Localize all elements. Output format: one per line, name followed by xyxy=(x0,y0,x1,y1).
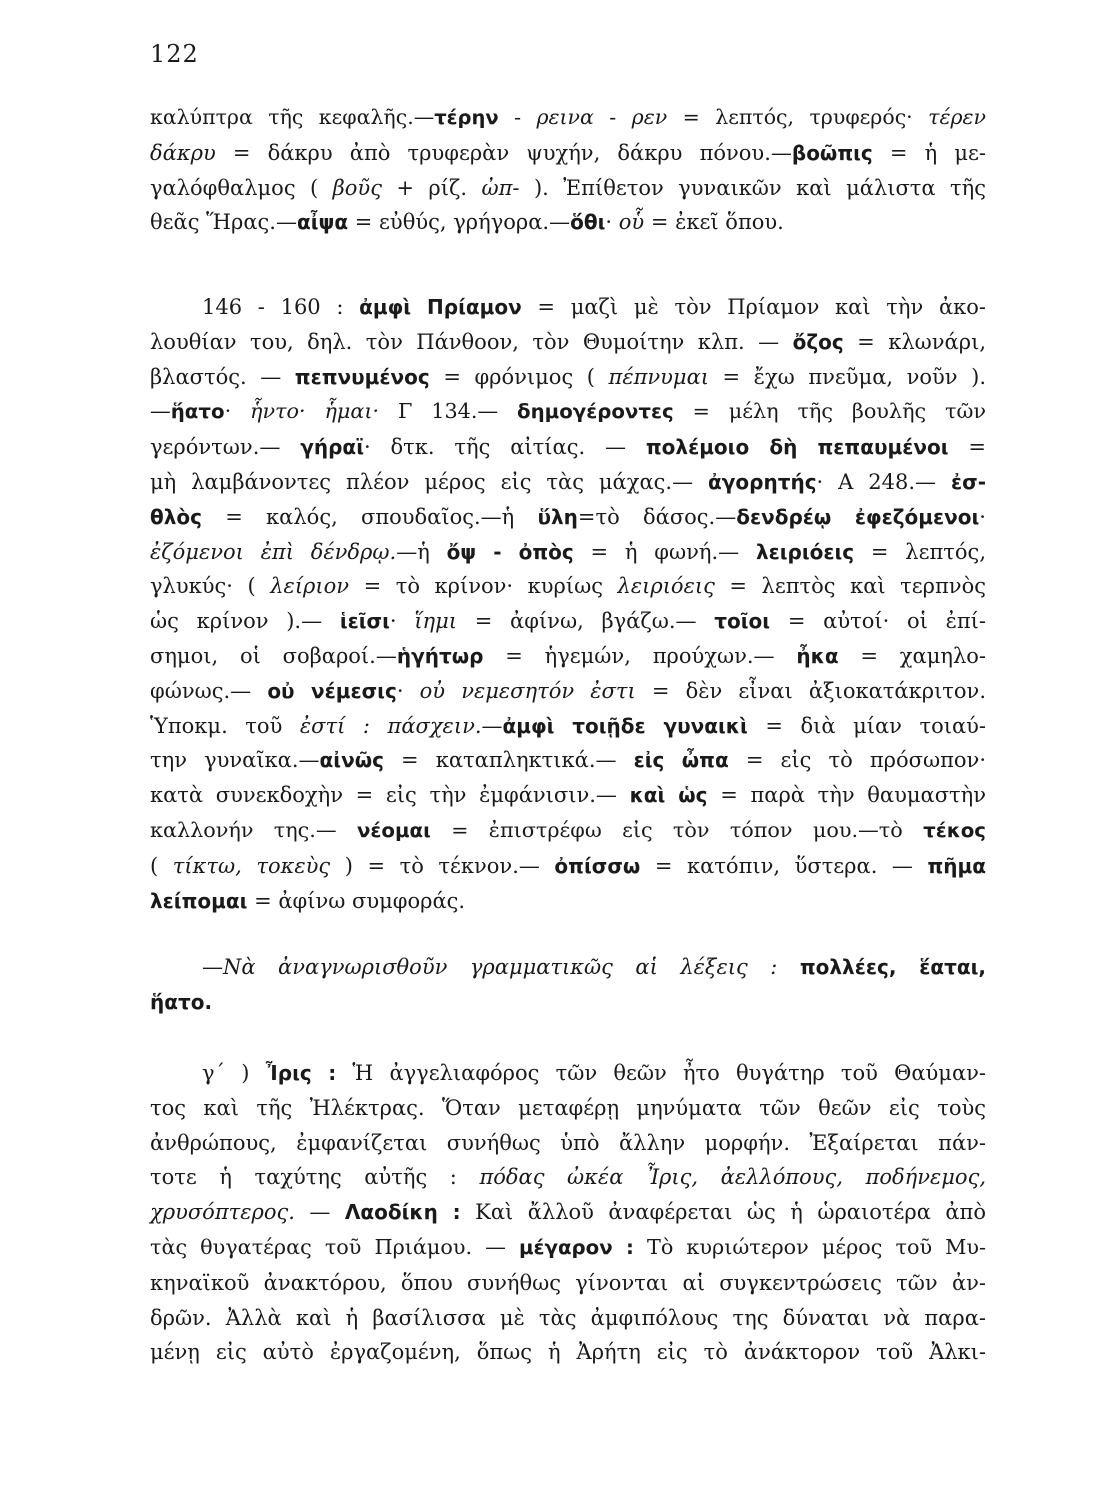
text-line: θλὸς = καλός, σπουδαῖος.—ἡ ὕλη=τὸ δάσος.—δενδρέῳ ἐφεζόμενοι· xyxy=(150,504,986,529)
text-line: —Νὰ ἀναγνωρισθοῦν γραμματικῶς αἱ λέξεις : πολλέες, ἕαται, xyxy=(202,955,986,979)
text-line: θεᾶς Ἥρας.—αἶψα = εὐθύς, γρήγορα.—ὅθι· οὗ = ἐκεῖ ὅπου. xyxy=(150,210,784,235)
text-line: —ἥατο· ἧντο· ἧμαι· Γ 134.— δημογέροντες = μέλη τῆς βουλῆς τῶν xyxy=(150,399,986,424)
text-line: σημοι, οἱ σοβαροί.—ἡγήτωρ = ἡγεμών, προύχων.— ἦκα = χαμηλο- xyxy=(150,643,986,668)
text-line: τὰς θυγατέρας τοῦ Πριάμου. — μέγαρον : Τὸ κυριώτερον μέρος τοῦ Μυ- xyxy=(150,1234,986,1259)
text-line: λείπομαι = ἀφίνω συμφοράς. xyxy=(150,888,466,913)
page-number: 122 xyxy=(150,40,199,68)
text-line: δάκρυ = δάκρυ ἀπὸ τρυφερὰν ψυχήν, δάκρυ πόνου.—βοῶπις = ἡ με- xyxy=(150,140,986,165)
text-line: κατὰ συνεκδοχὴν = εἰς τὴν ἐμφάνισιν.— καὶ ὡς = παρὰ τὴν θαυμαστὴν xyxy=(150,783,986,808)
paragraph-iris-laodike-megaron xyxy=(150,1056,986,1370)
text-line: την γυναῖκα.—αἰνῶς = καταπληκτικά.— εἰς ὦπα = εἰς τὸ πρόσωπον· xyxy=(150,748,986,773)
text-line: Ὑποκμ. τοῦ ἐστί : πάσχειν.—ἀμφὶ τοιῇδε γυναικὶ = διὰ μίαν τοιαύ- xyxy=(150,713,986,738)
text-line: 146 - 160 : ἀμφὶ Πρίαμον = μαζὶ μὲ τὸν Πρίαμον καὶ τὴν ἀκο- xyxy=(202,295,986,319)
text-line: τοτε ἡ ταχύτης αὐτῆς : πόδας ὠκέα Ἶρις, ἀελλόπους, ποδήνεμος, xyxy=(150,1165,986,1190)
text-line: μένῃ εἰς αὐτὸ ἐργαζομένη, ὅπως ἡ Ἀρήτη εἰς τὸ ἀνάκτορον τοῦ Ἀλκι- xyxy=(150,1340,986,1365)
paragraph-grammar-exercise xyxy=(150,950,986,1020)
paragraph-glossary-1 xyxy=(150,100,986,240)
text-line: καλλονήν της.— νέομαι = ἐπιστρέφω εἰς τὸν τόπον μου.—τὸ τέκος xyxy=(150,817,986,842)
text-line: χρυσόπτερος. — Λαοδίκη : Καὶ ἄλλοῦ ἀναφέρεται ὡς ἡ ὡραιοτέρα ἀπὸ xyxy=(150,1200,986,1225)
text-line: βλαστός. — πεπνυμένος = φρόνιμος ( πέπνυμαι = ἔχω πνεῦμα, νοῦν ). xyxy=(150,364,986,389)
text-line: λουθίαν του, δηλ. τὸν Πάνθοον, τὸν Θυμοίτην κλπ. — ὄζος = κλωνάρι, xyxy=(150,329,986,354)
text-line: ἐζόμενοι ἐπὶ δένδρῳ.—ἡ ὄψ - ὀπὸς = ἡ φωνή.— λειριόεις = λεπτός, xyxy=(150,539,986,564)
text-line: δρῶν. Ἀλλὰ καὶ ἡ βασίλισσα μὲ τὰς ἀμφιπόλους της δύναται νὰ παρα- xyxy=(150,1305,986,1330)
text-line: ὡς κρίνον ).— ἱεῖσι· ἵημι = ἀφίνω, βγάζω.— τοῖοι = αὐτοί· οἱ ἐπί- xyxy=(150,609,986,634)
paragraph-verses-146-160 xyxy=(150,290,986,918)
text-line: φώνως.— οὐ νέμεσις· οὐ νεμεσητόν ἐστι = δὲν εἶναι ἀξιοκατάκριτον. xyxy=(150,678,986,703)
text-line: καλύπτρα τῆς κεφαλῆς.—τέρην - ρεινα - ρεν = λεπτός, τρυφερός· τέρεν xyxy=(150,105,986,129)
text-line: κηναϊκοῦ ἀνακτόρου, ὅπου συνήθως γίνονται αἱ συγκεντρώσεις τῶν ἀν- xyxy=(150,1270,986,1295)
text-line: γ΄ ) Ἶρις : Ἡ ἀγγελιαφόρος τῶν θεῶν ἦτο θυγάτηρ τοῦ Θαύμαν- xyxy=(202,1061,986,1085)
text-line: γαλόφθαλμος ( βοῦς + ρίζ. ὠπ- ). Ἐπίθετον γυναικῶν καὶ μάλιστα τῆς xyxy=(150,175,986,200)
text-line: ἥατο. xyxy=(150,989,213,1014)
text-line: μὴ λαμβάνοντες πλέον μέρος εἰς τὰς μάχας.— ἀγορητής· Α 248.— ἐσ- xyxy=(150,469,986,494)
text-line: τος καὶ τῆς Ἠλέκτρας. Ὅταν μεταφέρῃ μηνύματα τῶν θεῶν εἰς τοὺς xyxy=(150,1095,986,1120)
text-line: γερόντων.— γήραϊ· δτκ. τῆς αἰτίας. — πολέμοιο δὴ πεπαυμένοι = xyxy=(150,435,986,460)
text-line: γλυκύς· ( λείριον = τὸ κρίνον· κυρίως λειριόεις = λεπτὸς καὶ τερπνὸς xyxy=(150,574,986,599)
text-line: ( τίκτω, τοκεὺς ) = τὸ τέκνον.— ὀπίσσω = κατόπιν, ὕστερα. — πῆμα xyxy=(150,853,986,878)
text-line: ἀνθρώπους, ἐμφανίζεται συνήθως ὑπὸ ἄλλην μορφήν. Ἐξαίρεται πάν- xyxy=(150,1130,986,1155)
